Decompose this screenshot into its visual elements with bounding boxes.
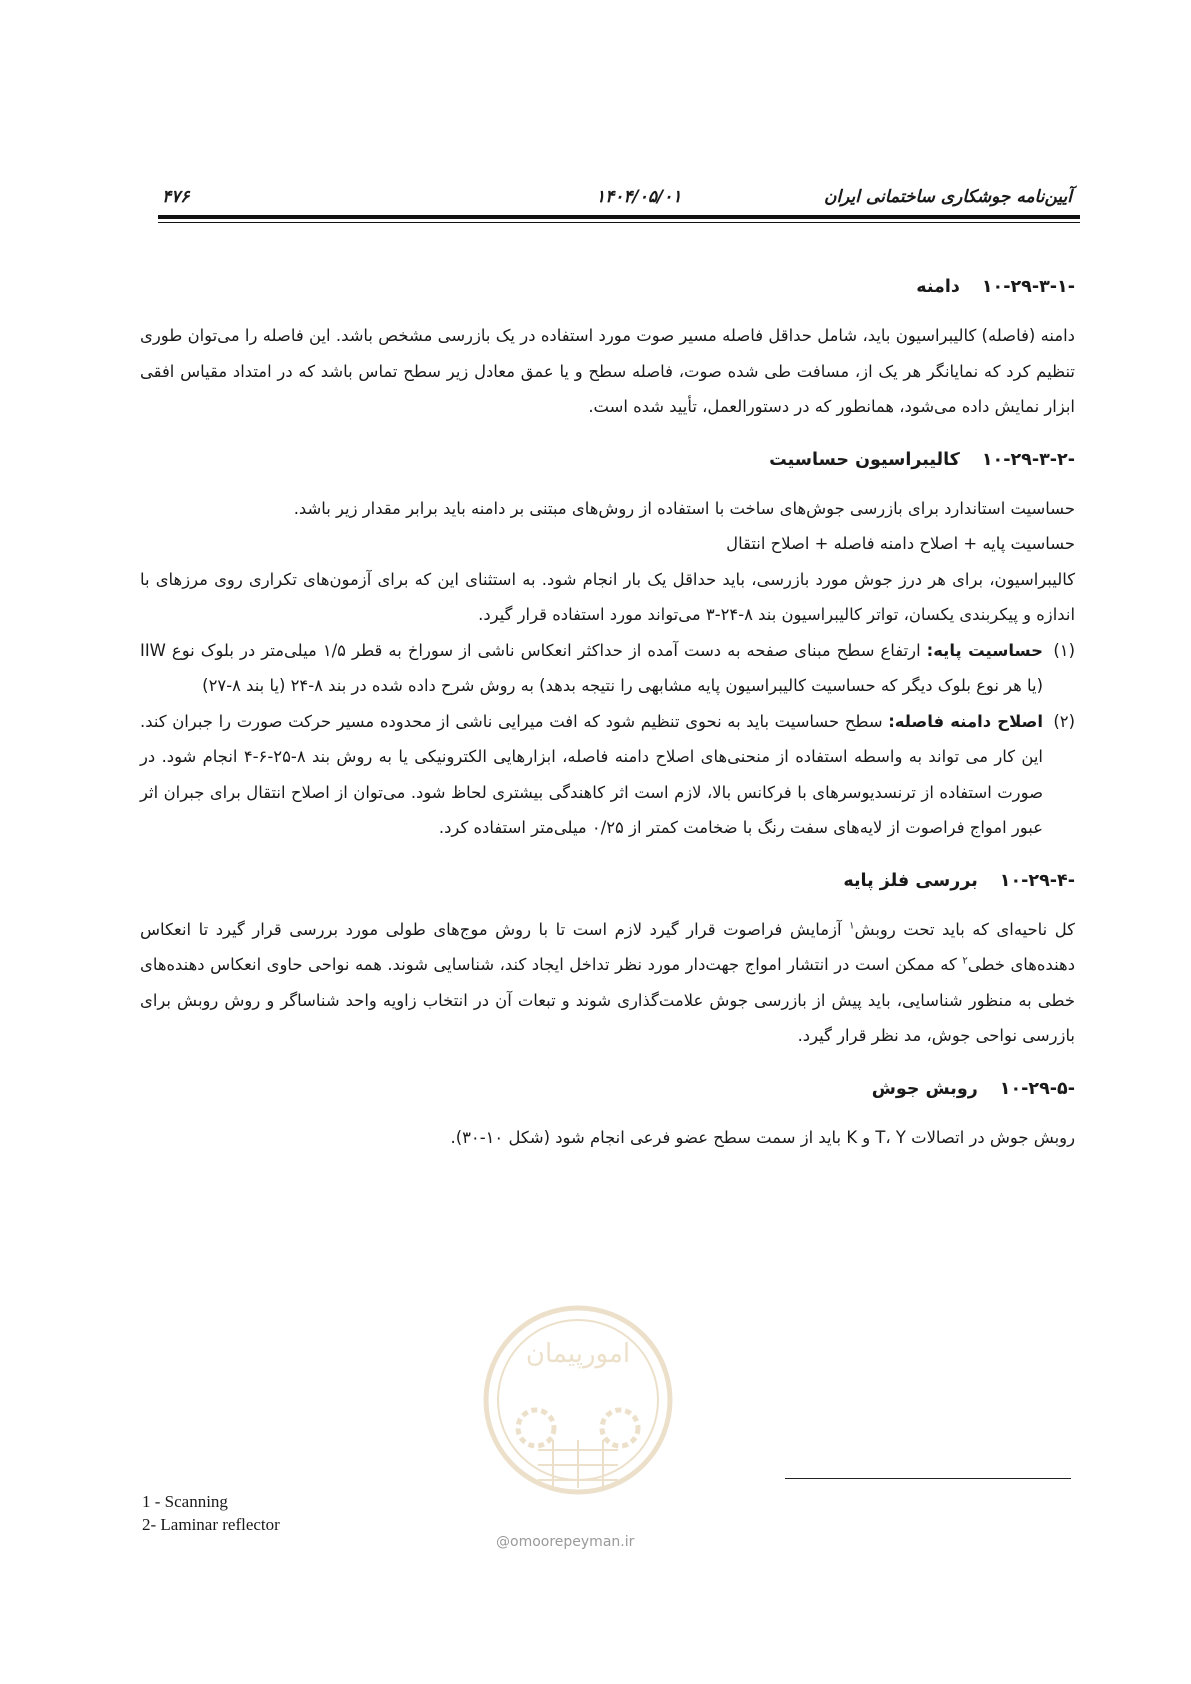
paragraph-sensitivity-intro: حساسیت استاندارد برای بازرسی جوش‌های ساخت با استفاده از روش‌های مبتنی بر دامنه باید برابر مقدار زیر باشد. [293, 498, 1075, 518]
section-title-base-metal [140, 864, 1075, 898]
footnote-ref-2: ۲ [962, 955, 968, 967]
watermark-url: @omoorepeyman.ir [496, 1534, 635, 1550]
list-item-term: حساسیت پایه: [926, 640, 1043, 660]
section-heading: کالیبراسیون حساسیت [769, 449, 960, 470]
section-heading: بررسی فلز پایه [843, 870, 978, 891]
section-title-weld-scanning [140, 1072, 1075, 1106]
section-number: ۱۰-۲۹-۳-۲- [981, 449, 1075, 470]
list-item [140, 704, 1075, 846]
paragraph-base-metal: کل ناحیه‌ای که باید تحت روبش$^۱$ آزمایش فراصوت قرار گیرد لازم است تا با روش موج‌های طولی مورد بررسی قرار گیرد تا انعکاس دهنده‌های خطی$^۲$ که ممکن است در انتشار امواج جهت‌دار مورد نظر تداخل ایجاد کند، شناسایی شوند. همه نواحی حاوی انعکاس دهنده‌های خطی به منظور شناسایی، باید پیش از بازرسی جوش علامت‌گذاری شوند و تبعات آن در انتخاب زاویه واحد شناساگر و روش روبش برای بازرسی نواحی جوش، مد نظر قرار گیرد. [140, 919, 1075, 1045]
paragraph-calibration: کالیبراسیون، برای هر درز جوش مورد بازرسی، باید حداقل یک بار انجام شود. به استثنای این که برای آزمون‌های تکراری روی مرزهای با اندازه و پیکربندی یکسان، تواتر کالیبراسیون بند ۸-۲۴-۳ می‌تواند مورد استفاده قرار گیرد. [140, 569, 1075, 624]
paragraph-range: دامنه (فاصله) کالیبراسیون باید، شامل حداقل فاصله مسیر صوت مورد استفاده در یک بازرسی مشخص باشد. این فاصله را می‌توان طوری تنظیم کرد که نمایانگر هر یک از، مسافت طی شده صوت، فاصله سطح و یا عمق معادل زیر سطح تماس باشد که در امتداد مقیاس افقی ابزار نمایش داده می‌شود، همانطور که در دستورالعمل، تأیید شده است. [140, 326, 1075, 416]
section-heading: دامنه [916, 277, 960, 297]
list-marker: (۱) [1053, 640, 1075, 660]
section-number: ۱۰-۲۹-۵- [999, 1078, 1075, 1099]
footnote-ref-1: ۱ [849, 920, 855, 932]
paragraph-weld-scanning: روبش جوش در اتصالات T، Y و K باید از سمت سطح عضو فرعی انجام شود (شکل ۱۰-۳۰). [450, 1127, 1075, 1147]
footnotes [142, 1490, 280, 1536]
watermark-text: امورپیمان [525, 1339, 631, 1369]
footnote-1: 1 - Scanning [142, 1492, 228, 1511]
header-rule-thick [158, 215, 1080, 219]
section-title-range [140, 270, 1075, 304]
list-item [140, 633, 1075, 704]
page-header [158, 187, 1080, 217]
header-date: ۱۴۰۴/۰۵/۰۱ [596, 187, 682, 207]
footnote-separator [785, 1478, 1071, 1479]
list-marker: (۲) [1053, 711, 1075, 731]
section-title-sensitivity [140, 443, 1075, 477]
list-item-text: سطح حساسیت باید به نحوی تنظیم شود که افت میرایی ناشی از محدوده مسیر حرکت صورت را جبران کند. این کار می تواند به واسطه استفاده از منحنی‌های اصلاح دامنه فاصله، ابزارهایی الکترونیکی یا به روش بند ۸-۲۵-۶-۴ انجام شود. در صورت استفاده از ترنسدیوسرهای با فرکانس بالا، لازم است اثر کاهندگی بیشتری لحاظ شود. می‌توان از اصلاح انتقال برای جبران اثر عبور امواج فراصوت از لایه‌های سفت رنگ با ضخامت کمتر از ۰/۲۵ میلی‌متر استفاده کرد. [140, 711, 1043, 837]
header-title: آیین‌نامه جوشکاری ساختمانی ایران [823, 187, 1072, 207]
page-number: ۴۷۶ [162, 187, 190, 207]
list-item-text: ارتفاع سطح مبنای صفحه به دست آمده از حداکثر انعکاس ناشی از سوراخ به قطر ۱/۵ میلی‌متر در بلوک نوع IIW (یا هر نوع بلوک دیگر که حساسیت کالیبراسیون پایه مشابهی را نتیجه بدهد) به روش شرح داده شده در بند ۸-۲۴ (یا بند ۸-۲۷) [140, 640, 1043, 695]
page-content [140, 270, 1075, 1155]
footnote-2: 2- Laminar reflector [142, 1515, 280, 1534]
section-heading: روبش جوش [871, 1078, 978, 1099]
section-number: ۱۰-۲۹-۴- [999, 870, 1075, 891]
watermark-logo [478, 1300, 678, 1520]
header-rule-thin [158, 222, 1080, 223]
section-number: ۱۰-۲۹-۳-۱- [981, 277, 1075, 297]
sensitivity-formula: حساسیت پایه + اصلاح دامنه فاصله + اصلاح انتقال [726, 534, 1075, 553]
list-item-term: اصلاح دامنه فاصله: [888, 711, 1043, 731]
